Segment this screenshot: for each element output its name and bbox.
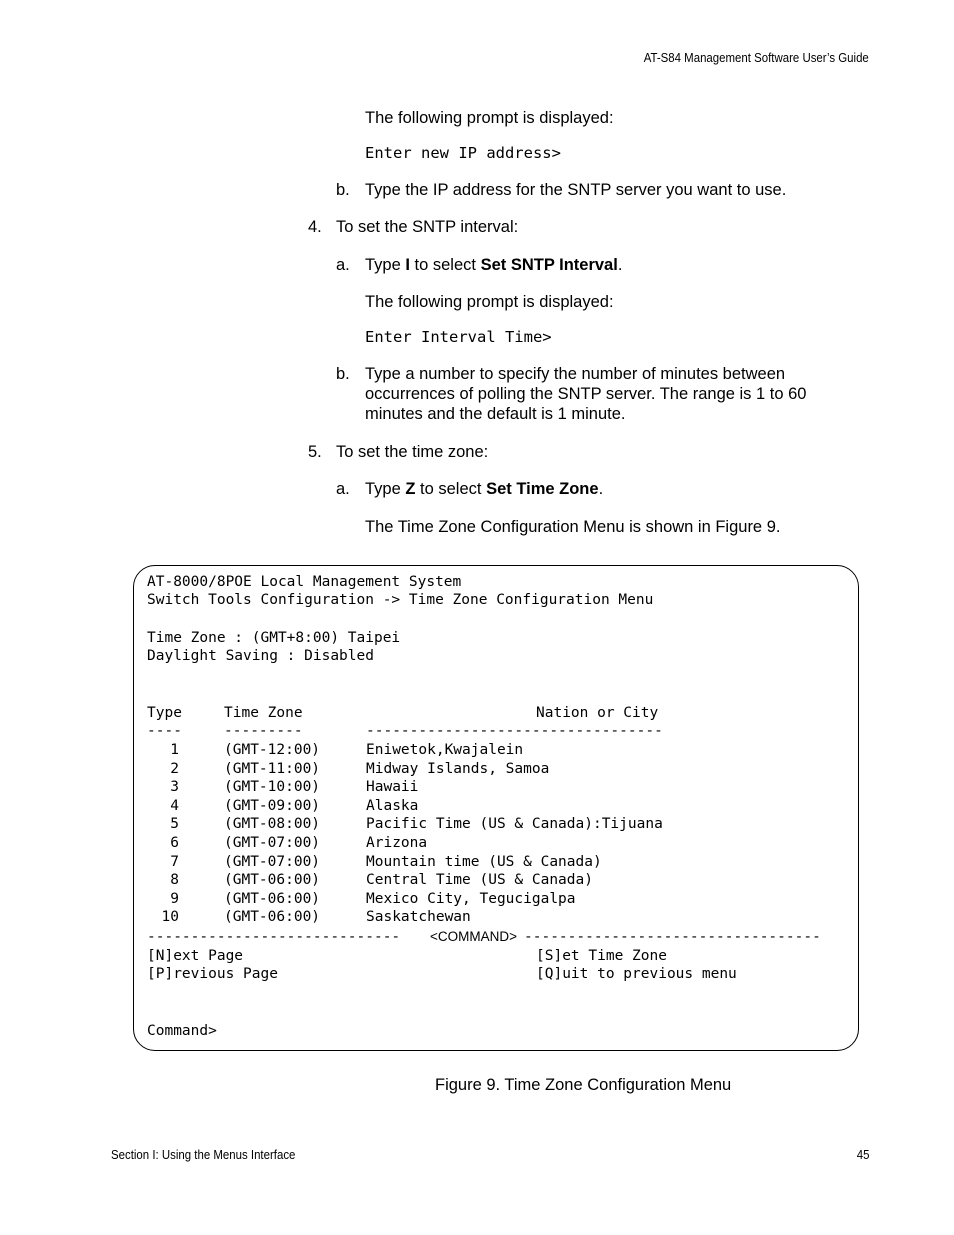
step-4b-line-3: minutes and the default is 1 minute. [365, 405, 626, 423]
row-type: 2 [170, 760, 179, 777]
page-number: 45 [856, 1147, 869, 1162]
row-type: 3 [170, 779, 179, 796]
command-prompt[interactable]: Command> [147, 1023, 217, 1039]
column-header-type: Type [147, 705, 182, 721]
step-4b-line-1: Type a number to specify the number of minutes between [365, 365, 786, 383]
row-type: 8 [170, 872, 179, 889]
row-zone: (GMT-12:00) [224, 742, 321, 758]
row-zone: (GMT-10:00) [224, 779, 321, 796]
row-zone: (GMT-06:00) [224, 890, 321, 907]
step-3b-text: Type the IP address for the SNTP server you want to use. [365, 181, 787, 199]
row-zone: (GMT-08:00) [224, 816, 321, 833]
row-city: Eniwetok,Kwajalein [366, 742, 524, 758]
prompt-intro-1: The following prompt is displayed: [365, 109, 614, 127]
column-header-city: Nation or City [536, 705, 659, 721]
step-5a-text: Type Z to select Set Time Zone. [365, 480, 604, 498]
command-divider-left: ----------------------------- [147, 929, 401, 945]
menu-path: Switch Tools Configuration -> Time Zone Configuration Menu [147, 592, 654, 608]
command-previous-page[interactable]: [P]revious Page [147, 966, 278, 982]
row-type: 4 [170, 797, 179, 814]
footer-section: Section I: Using the Menus Interface [111, 1147, 296, 1162]
command-set-time-zone[interactable]: [S]et Time Zone [536, 948, 667, 964]
row-type: 1 [170, 742, 179, 758]
step-4b-marker: b. [336, 365, 350, 383]
menu-intro: The Time Zone Configuration Menu is shown in Figure 9. [365, 518, 781, 536]
step-4-marker: 4. [308, 218, 322, 236]
underline-city: ---------------------------------- [366, 723, 663, 739]
row-type: 9 [170, 890, 179, 907]
key-z: Z [405, 480, 416, 498]
command-label: <COMMAND> [430, 929, 518, 944]
figure-caption: Figure 9. Time Zone Configuration Menu [435, 1076, 732, 1094]
prompt-code-2: Enter Interval Time> [365, 328, 552, 346]
step-4a-marker: a. [336, 256, 350, 274]
row-type: 10 [161, 909, 179, 926]
prompt-code-1: Enter new IP address> [365, 144, 561, 162]
running-header: AT-S84 Management Software User’s Guide [643, 50, 869, 65]
step-4-text: To set the SNTP interval: [336, 218, 519, 236]
row-city: Pacific Time (US & Canada):Tijuana [366, 816, 663, 833]
row-zone: (GMT-07:00) [224, 853, 321, 870]
row-type: 7 [170, 853, 179, 870]
step-4b-line-2: occurrences of polling the SNTP server. The range is 1 to 60 [365, 385, 807, 403]
step-5-text: To set the time zone: [336, 443, 489, 461]
option-set-sntp-interval: Set SNTP Interval [480, 256, 618, 274]
row-type: 5 [170, 816, 179, 833]
key-i: I [405, 256, 410, 274]
time-zone-status: Time Zone : (GMT+8:00) Taipei [147, 630, 401, 646]
column-header-zone: Time Zone [224, 705, 303, 721]
row-city: Hawaii [366, 779, 419, 796]
row-city: Alaska [366, 797, 419, 814]
underline-type: ---- [147, 723, 182, 739]
row-city: Midway Islands, Samoa [366, 760, 550, 777]
row-zone: (GMT-11:00) [224, 760, 321, 777]
step-5-marker: 5. [308, 443, 322, 461]
row-city: Arizona [366, 835, 428, 851]
row-city: Mountain time (US & Canada) [366, 853, 602, 870]
prompt-intro-2: The following prompt is displayed: [365, 293, 614, 311]
command-next-page[interactable]: [N]ext Page [147, 948, 244, 964]
underline-zone: --------- [224, 723, 303, 739]
step-5a-marker: a. [336, 480, 350, 498]
command-divider-right: ---------------------------------- [524, 929, 821, 945]
daylight-saving-status: Daylight Saving : Disabled [147, 648, 374, 664]
option-set-time-zone: Set Time Zone [486, 480, 599, 498]
row-zone: (GMT-07:00) [224, 835, 321, 851]
command-quit[interactable]: [Q]uit to previous menu [536, 966, 737, 982]
row-city: Central Time (US & Canada) [366, 872, 593, 889]
step-3b-marker: b. [336, 181, 350, 199]
row-type: 6 [170, 835, 179, 851]
step-4a-text: Type I to select Set SNTP Interval. [365, 256, 623, 274]
system-name: AT-8000/8POE Local Management System [147, 574, 462, 590]
row-zone: (GMT-06:00) [224, 872, 321, 889]
terminal-screen [133, 565, 859, 1051]
row-zone: (GMT-09:00) [224, 797, 321, 814]
row-city: Mexico City, Tegucigalpa [366, 890, 576, 907]
row-city: Saskatchewan [366, 909, 471, 926]
row-zone: (GMT-06:00) [224, 909, 321, 926]
